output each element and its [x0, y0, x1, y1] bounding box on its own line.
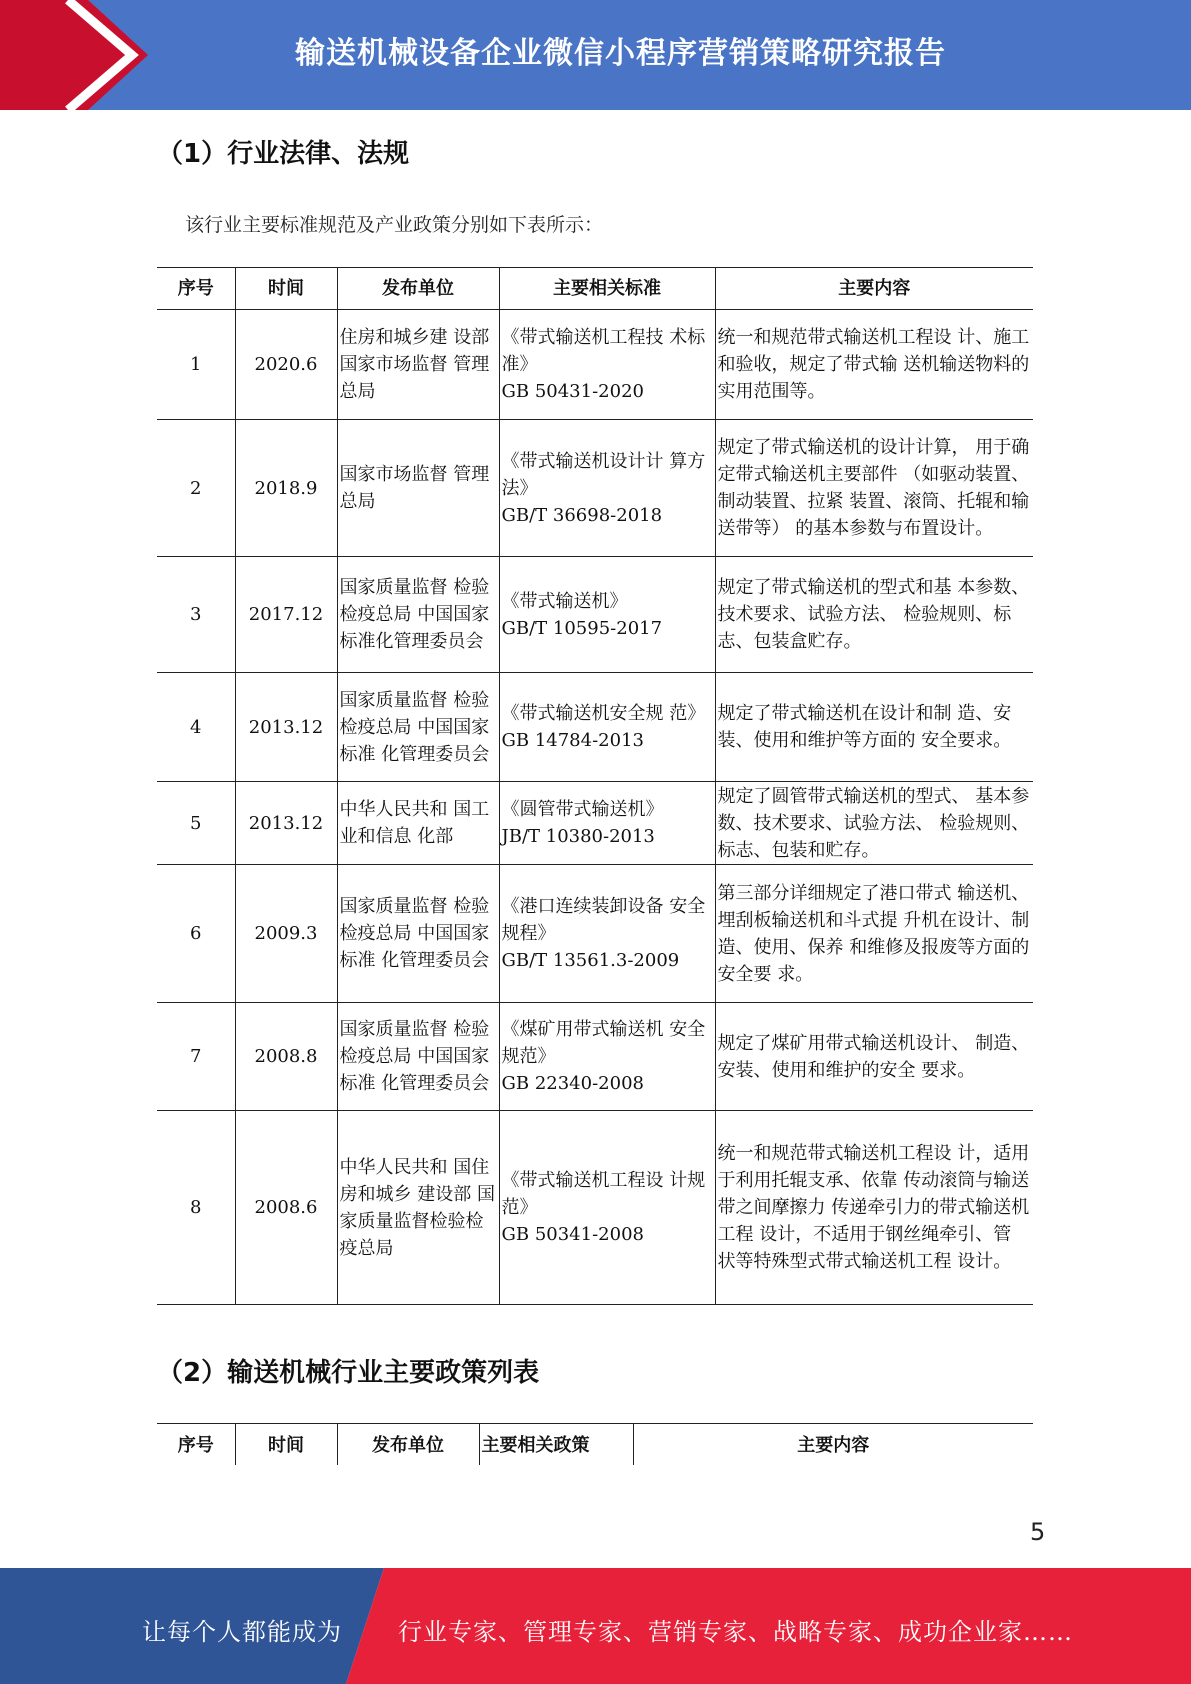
table-cell-standard: 《港口连续装卸设备 安全规程》 GB/T 13561.3-2009 — [499, 865, 715, 1003]
table-row — [157, 673, 1033, 782]
footer-slogan-right: 行业专家、管理专家、营销专家、战略专家、成功企业家…… — [398, 1618, 1073, 1646]
table-header-row — [157, 1424, 1033, 1465]
table-header-row — [157, 268, 1033, 310]
table-row — [157, 1111, 1033, 1305]
table-cell-no: 2 — [157, 420, 235, 557]
column-header: 主要内容 — [633, 1424, 1033, 1465]
table-cell-content: 规定了圆管带式输送机的型式、 基本参数、技术要求、试验方法、 检验规则、标志、包装和贮存。 — [715, 782, 1033, 865]
table-cell-date: 2013.12 — [235, 673, 337, 782]
table-cell-issuer: 国家质量监督 检验检疫总局 中国国家标准 化管理委员会 — [337, 673, 499, 782]
table-cell-standard: 《带式输送机工程技 术标准》 GB 50431-2020 — [499, 310, 715, 420]
table-cell-no: 1 — [157, 310, 235, 420]
table-cell-no: 6 — [157, 865, 235, 1003]
column-header: 主要内容 — [715, 268, 1033, 310]
table-row — [157, 782, 1033, 865]
table-cell-date: 2017.12 — [235, 557, 337, 673]
table-row — [157, 865, 1033, 1003]
table-cell-no: 5 — [157, 782, 235, 865]
table-cell-no: 4 — [157, 673, 235, 782]
section-heading-policies: （2）输送机械行业主要政策列表 — [157, 1358, 540, 1388]
column-header: 序号 — [157, 268, 235, 310]
column-header: 时间 — [235, 268, 337, 310]
table-cell-issuer: 国家市场监督 管理总局 — [337, 420, 499, 557]
table-cell-content: 规定了煤矿用带式输送机设计、 制造、安装、使用和维护的安全 要求。 — [715, 1003, 1033, 1111]
table-cell-issuer: 中华人民共和 国工业和信息 化部 — [337, 782, 499, 865]
table-cell-issuer: 国家质量监督 检验检疫总局 中国国家标准 化管理委员会 — [337, 865, 499, 1003]
report-title: 输送机械设备企业微信小程序营销策略研究报告 — [295, 36, 946, 71]
table-cell-standard: 《带式输送机设计计 算方法》 GB/T 36698-2018 — [499, 420, 715, 557]
table-cell-content: 统一和规范带式输送机工程设 计，适用于利用托辊支承、依靠 传动滚筒与输送带之间摩擦力 传递牵引力的带式输送机工程 设计，不适用于钢丝绳牵引、管 状等特殊型式带式输送机工程 设计。 — [715, 1111, 1033, 1305]
table-cell-no: 7 — [157, 1003, 235, 1111]
table-cell-date: 2009.3 — [235, 865, 337, 1003]
table-cell-date: 2008.6 — [235, 1111, 337, 1305]
column-header: 发布单位 — [337, 268, 499, 310]
table-cell-date: 2018.9 — [235, 420, 337, 557]
table-cell-content: 统一和规范带式输送机工程设 计、施工和验收，规定了带式输 送机输送物料的实用范围等。 — [715, 310, 1033, 420]
table-cell-date: 2013.12 — [235, 782, 337, 865]
table-cell-no: 8 — [157, 1111, 235, 1305]
standards-table — [157, 267, 1033, 1305]
footer-slogan-left: 让每个人都能成为 — [142, 1618, 342, 1646]
table-cell-standard: 《圆管带式输送机》 JB/T 10380-2013 — [499, 782, 715, 865]
page-number: 5 — [1030, 1518, 1046, 1546]
table-row — [157, 420, 1033, 557]
table-cell-issuer: 国家质量监督 检验检疫总局 中国国家标准化管理委员会 — [337, 557, 499, 673]
table-cell-standard: 《带式输送机》 GB/T 10595-2017 — [499, 557, 715, 673]
table-cell-issuer: 中华人民共和 国住房和城乡 建设部 国家质量监督检验检疫总局 — [337, 1111, 499, 1305]
table-cell-no: 3 — [157, 557, 235, 673]
column-header: 序号 — [157, 1424, 235, 1465]
section-heading-laws: （1）行业法律、法规 — [157, 139, 410, 169]
table-row — [157, 310, 1033, 420]
table-cell-date: 2008.8 — [235, 1003, 337, 1111]
table-cell-content: 第三部分详细规定了港口带式 输送机、埋刮板输送机和斗式提 升机在设计、制造、使用、保养 和维修及报废等方面的安全要 求。 — [715, 865, 1033, 1003]
table-cell-standard: 《带式输送机工程设 计规范》 GB 50341-2008 — [499, 1111, 715, 1305]
column-header: 主要相关政策 — [479, 1424, 633, 1465]
column-header: 主要相关标准 — [499, 268, 715, 310]
table-cell-standard: 《煤矿用带式输送机 安全规范》 GB 22340-2008 — [499, 1003, 715, 1111]
table-cell-issuer: 国家质量监督 检验检疫总局 中国国家标准 化管理委员会 — [337, 1003, 499, 1111]
intro-paragraph: 该行业主要标准规范及产业政策分别如下表所示： — [185, 214, 604, 236]
table-cell-content: 规定了带式输送机的设计计算， 用于确定带式输送机主要部件 （如驱动装置、制动装置、拉紧 装置、滚筒、托辊和输送带等） 的基本参数与布置设计。 — [715, 420, 1033, 557]
table-cell-date: 2020.6 — [235, 310, 337, 420]
table-row — [157, 557, 1033, 673]
column-header: 时间 — [235, 1424, 337, 1465]
policies-table — [157, 1423, 1033, 1465]
header-red-arrow — [0, 0, 150, 110]
table-row — [157, 1003, 1033, 1111]
table-cell-content: 规定了带式输送机在设计和制 造、安装、使用和维护等方面的 安全要求。 — [715, 673, 1033, 782]
table-cell-content: 规定了带式输送机的型式和基 本参数、技术要求、试验方法、 检验规则、标志、包装盒贮存。 — [715, 557, 1033, 673]
column-header: 发布单位 — [337, 1424, 479, 1465]
table-cell-standard: 《带式输送机安全规 范》 GB 14784-2013 — [499, 673, 715, 782]
table-cell-issuer: 住房和城乡建 设部 国家市场监督 管理总局 — [337, 310, 499, 420]
